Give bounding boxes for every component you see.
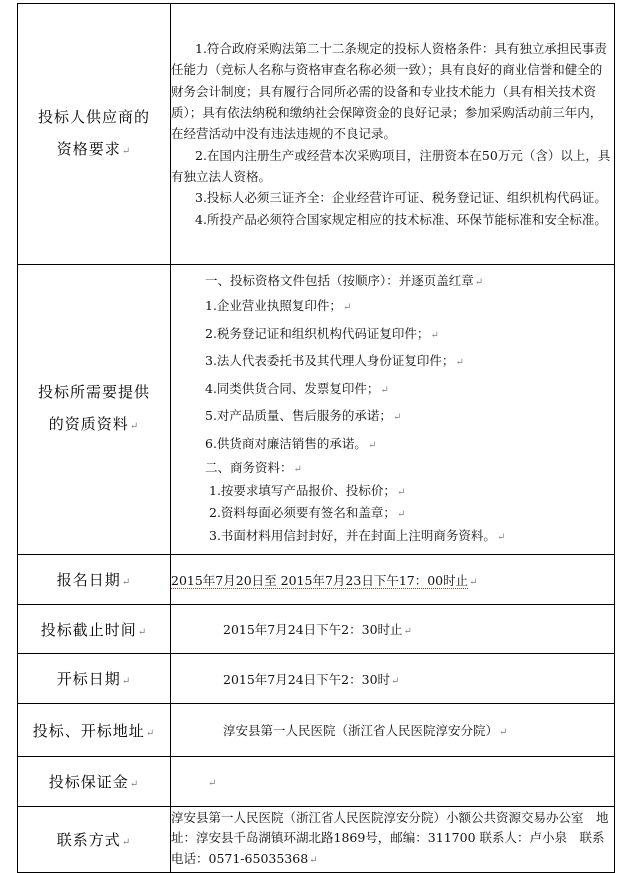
label-registration: 报名日期↵: [18, 555, 171, 605]
label-line: 投标所需要提供: [37, 383, 150, 401]
qualification-item-2: 2.在国内注册生产或经营本次采购项目，注册资本在50万元（含）以上，具有独立法人资格。: [171, 147, 611, 184]
list-item: 2.税务登记证和组织机构代码证复印件；↵: [205, 325, 439, 341]
label-qualification: [18, 4, 171, 265]
contact-value: 淳安县第一人民医院（浙江省人民医院淳安分院）小额公共资源交易办公室 地址：淳安县千岛湖镇环湖北路1869号，邮编：311700 联系人：卢小泉 联系电话：0571-65035368↵: [171, 807, 615, 873]
label-line: 的资质资料↵: [48, 415, 140, 433]
qualification-content: [171, 4, 615, 265]
list-item: 1.企业营业执照复印件；↵: [205, 298, 352, 314]
tender-info-table: [17, 3, 615, 873]
table-row-documents: [18, 265, 615, 555]
address-value: 淳安县第一人民医院（浙江省人民医院淳安分院）↵: [171, 704, 615, 757]
documents-heading-2: 二、商务资料：↵: [205, 460, 302, 476]
table-row-registration: [18, 555, 615, 605]
label-opening: 开标日期↵: [18, 654, 171, 704]
table-row-deadline: [18, 605, 615, 654]
label-line: 资格要求↵: [56, 139, 132, 158]
table-row-qualification: [18, 4, 615, 265]
qualification-item-3: 3.投标人必须三证齐全：企业经营许可证、税务登记证、组织机构代码证。: [195, 190, 607, 206]
registration-value: 2015年7月20日至 2015年7月23日下午17：00时止↵: [171, 555, 615, 605]
deadline-value: 2015年7月24日下午2：30时止↵: [171, 605, 615, 654]
table-row-contact: [18, 807, 615, 873]
label-documents: [18, 265, 171, 555]
label-deadline: 投标截止时间↵: [18, 605, 171, 654]
list-item: 2.资料每面必须要有签名和盖章；↵: [209, 505, 406, 521]
label-line: 投标人供应商的: [37, 107, 150, 126]
documents-content: [171, 265, 615, 555]
label-contact: 联系方式↵: [18, 807, 171, 873]
list-item: 4.同类供货合同、发票复印件；↵: [205, 380, 389, 396]
list-item: 1.按要求填写产品报价、投标价；↵: [209, 482, 406, 498]
opening-value: 2015年7月24日下午2：30时↵: [171, 654, 615, 704]
list-item: 3.法人代表委托书及其代理人身份证复印件；↵: [205, 353, 464, 369]
table-row-deposit: [18, 757, 615, 807]
table-row-address: [18, 704, 615, 757]
label-address: 投标、开标地址↵: [18, 704, 171, 757]
deposit-value: ↵: [171, 757, 615, 807]
documents-heading-1: 一、投标资格文件包括（按顺序）：并逐页盖红章↵: [205, 272, 484, 288]
table-row-opening: [18, 654, 615, 704]
qualification-item-4: 4.所投产品必须符合国家规定相应的技术标准、环保节能标准和安全标准。: [195, 211, 607, 227]
label-deposit: 投标保证金↵: [18, 757, 171, 807]
list-item: 5.对产品质量、售后服务的承诺；↵: [205, 408, 402, 424]
qualification-item-1: 1.符合政府采购法第二十二条规定的投标人资格条件：具有独立承担民事责任能力（竞标人名称与资格审查名称必须一致）；具有良好的商业信誉和健全的财务会计制度；具有履行合同所必需的设备和专业技术能力（具有相关技术资质）；具有依法纳税和缴纳社会保障资金的良好记录；参加采购活动前三年内，在经营活动中没有违法违规的不良记录。: [171, 41, 607, 142]
list-item: 3.书面材料用信封封好，并在封面上注明商务资料。↵: [209, 527, 506, 543]
list-item: 6.供货商对廉洁销售的承诺。↵: [205, 435, 377, 451]
